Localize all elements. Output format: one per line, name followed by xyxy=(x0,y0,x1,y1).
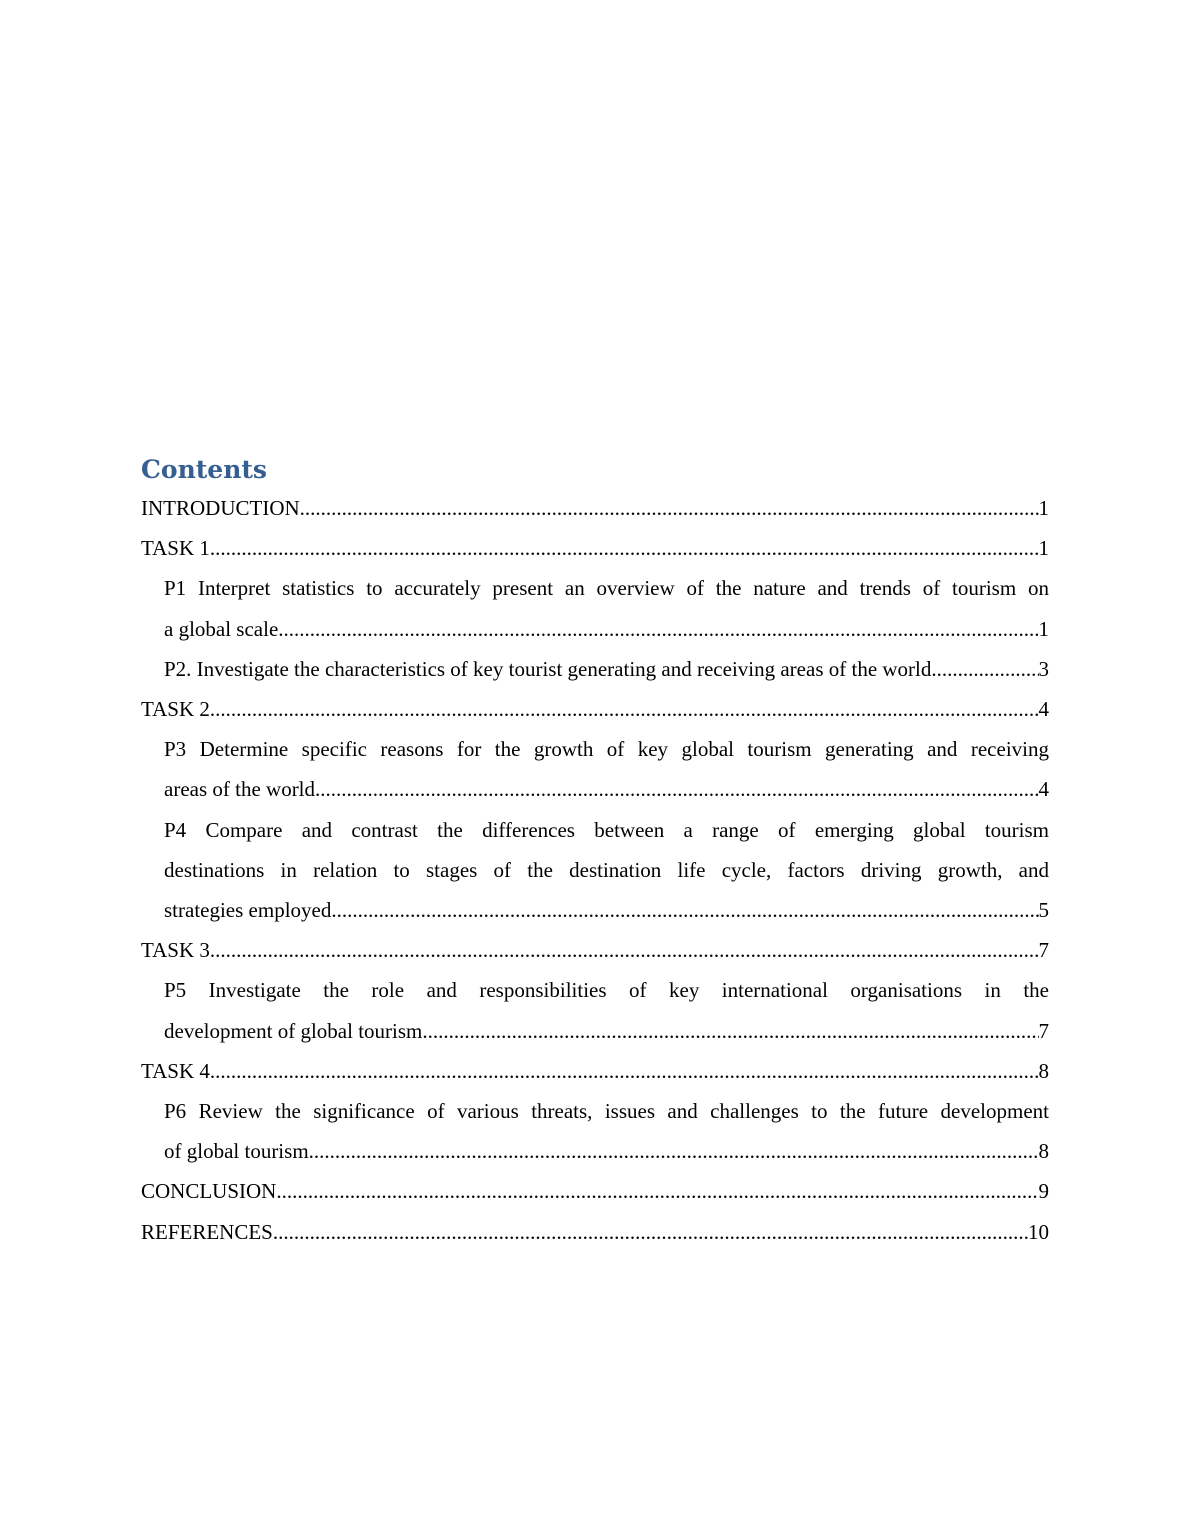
toc-entry-final-line xyxy=(164,649,1049,689)
toc-page-number: 1 xyxy=(1038,616,1049,641)
toc-entry-final-line xyxy=(141,1051,1049,1091)
toc-entry-label: P2. Investigate the characteristics of key tourist generating and receiving areas of the world. xyxy=(164,656,937,681)
toc-dot-leader xyxy=(210,689,1039,729)
toc-entry-label: strategies employed xyxy=(164,898,332,923)
toc-entry-final-line xyxy=(164,890,1049,930)
toc-dot-leader xyxy=(309,1131,1039,1171)
toc-entry-label: TASK 3 xyxy=(141,938,210,963)
toc-entry-text-line: destinations in relation to stages of the destination life cycle, factors driving growth, and xyxy=(164,857,1049,882)
toc-entry-label: INTRODUCTION xyxy=(141,496,300,520)
toc-page-number: 7 xyxy=(1038,938,1049,963)
toc-page-number: 8 xyxy=(1038,1139,1049,1164)
toc-entry-label: REFERENCES xyxy=(141,1219,273,1244)
toc-entry[interactable] xyxy=(141,528,1049,568)
toc-page-number: 3 xyxy=(1038,656,1049,681)
toc-dot-leader xyxy=(210,1051,1039,1091)
toc-entry-final-line xyxy=(141,488,1049,528)
toc-page-number: 1 xyxy=(1038,536,1049,561)
toc-entry[interactable] xyxy=(141,1212,1049,1252)
toc-dot-leader xyxy=(937,649,1039,689)
toc-page-number: 7 xyxy=(1038,1018,1049,1043)
toc-entry-final-line xyxy=(141,1212,1049,1252)
toc-dot-leader xyxy=(331,890,1038,930)
toc-entry-final-line xyxy=(141,528,1049,568)
toc-entry-label: a global scale xyxy=(164,616,279,641)
toc-page-number: 1 xyxy=(1038,496,1049,520)
toc-entry-label: TASK 2 xyxy=(141,697,210,722)
toc-dot-leader xyxy=(273,1212,1028,1252)
toc-entry-label: development of global tourism xyxy=(164,1018,423,1043)
toc-entry[interactable] xyxy=(141,1171,1049,1211)
toc-entry-final-line xyxy=(141,1171,1049,1211)
toc-entry[interactable] xyxy=(141,568,1049,648)
toc-entry[interactable] xyxy=(141,488,1049,528)
toc-dot-leader xyxy=(300,488,1039,528)
toc-dot-leader xyxy=(210,528,1039,568)
toc-title: Contents xyxy=(141,455,268,484)
toc-page-number: 8 xyxy=(1038,1058,1049,1083)
toc-dot-leader xyxy=(210,930,1039,970)
toc-entry[interactable] xyxy=(141,970,1049,1050)
toc-page-number: 5 xyxy=(1038,898,1049,923)
toc-entry-final-line xyxy=(164,1011,1049,1051)
toc-entry[interactable] xyxy=(141,729,1049,809)
toc-entry-text-line: P6 Review the significance of various threats, issues and challenges to the future development xyxy=(164,1099,1049,1124)
toc-entry[interactable] xyxy=(141,810,1049,931)
toc-entry-final-line xyxy=(164,609,1049,649)
toc-entry-text-line: P3 Determine specific reasons for the growth of key global tourism generating and receiving xyxy=(164,737,1049,762)
toc-entry-label: TASK 4 xyxy=(141,1058,210,1083)
toc-dot-leader xyxy=(278,609,1038,649)
toc-entry[interactable] xyxy=(141,1051,1049,1091)
toc-entry-label: of global tourism xyxy=(164,1139,309,1164)
toc-entry[interactable] xyxy=(141,649,1049,689)
toc-entry-final-line xyxy=(141,689,1049,729)
toc-dot-leader xyxy=(315,769,1038,809)
toc-entry-final-line xyxy=(141,930,1049,970)
toc-entry-final-line xyxy=(164,1131,1049,1171)
toc-entry-final-line xyxy=(164,769,1049,809)
toc-page-number: 4 xyxy=(1038,697,1049,722)
toc-dot-leader xyxy=(422,1011,1038,1051)
toc-entry[interactable] xyxy=(141,930,1049,970)
toc-entry-text-line: P1 Interpret statistics to accurately present an overview of the nature and trends of tourism on xyxy=(164,576,1049,601)
toc-entry[interactable] xyxy=(141,689,1049,729)
toc-page-number: 10 xyxy=(1028,1219,1049,1244)
table-of-contents xyxy=(141,452,1049,1252)
toc-entry-text-line: P5 Investigate the role and responsibilities of key international organisations in the xyxy=(164,978,1049,1003)
toc-page-number: 4 xyxy=(1038,777,1049,802)
toc-entries xyxy=(141,488,1049,1252)
toc-entry-label: TASK 1 xyxy=(141,536,210,561)
toc-entry[interactable] xyxy=(141,1091,1049,1171)
toc-page-number: 9 xyxy=(1038,1179,1049,1204)
toc-entry-label: CONCLUSION xyxy=(141,1179,277,1204)
toc-entry-label: areas of the world xyxy=(164,777,316,802)
toc-dot-leader xyxy=(276,1171,1038,1211)
toc-entry-text-line: P4 Compare and contrast the differences between a range of emerging global tourism xyxy=(164,817,1049,842)
